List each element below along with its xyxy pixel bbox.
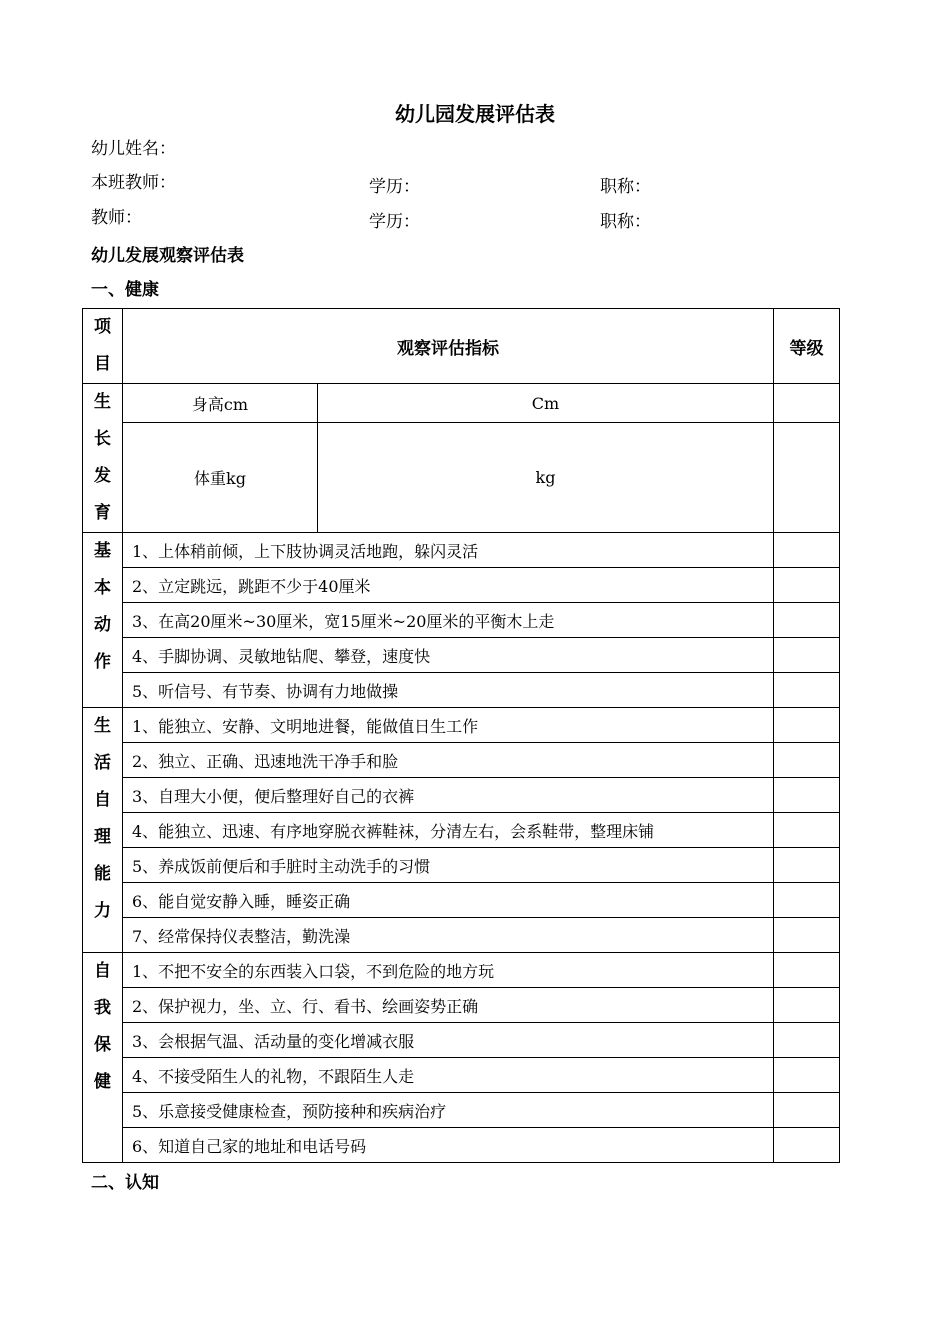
table-row: [83, 1128, 840, 1163]
indicator-item: 2、立定跳远，跳距不少于40厘米: [123, 568, 774, 603]
weight-value: kg: [318, 423, 774, 533]
table-row: [83, 743, 840, 778]
table-row: [83, 813, 840, 848]
health-evaluation-table: [82, 308, 840, 1163]
indicator-item: 4、不接受陌生人的礼物，不跟陌生人走: [123, 1058, 774, 1093]
category-growth: 生 长 发 育: [83, 384, 123, 533]
header-item: 项 目: [83, 309, 123, 384]
table-row: [83, 638, 840, 673]
class-teacher-education-label: 学历：: [369, 177, 420, 197]
indicator-item: 1、上体稍前倾，上下肢协调灵活地跑，躲闪灵活: [123, 533, 774, 568]
grade-cell[interactable]: [774, 384, 840, 423]
form-subtitle: 幼儿发展观察评估表: [91, 246, 244, 266]
height-value: Cm: [318, 384, 774, 423]
grade-cell[interactable]: [774, 603, 840, 638]
indicator-item: 6、知道自己家的地址和电话号码: [123, 1128, 774, 1163]
table-row: [83, 603, 840, 638]
table-row: [83, 1058, 840, 1093]
weight-label: 体重kg: [123, 423, 318, 533]
indicator-item: 6、能自觉安静入睡，睡姿正确: [123, 883, 774, 918]
grade-cell[interactable]: [774, 883, 840, 918]
grade-cell[interactable]: [774, 673, 840, 708]
section-heading-cognition: 二、认知: [91, 1173, 159, 1193]
grade-cell[interactable]: [774, 743, 840, 778]
indicator-item: 5、乐意接受健康检查，预防接种和疾病治疗: [123, 1093, 774, 1128]
grade-cell[interactable]: [774, 708, 840, 743]
table-row: [83, 568, 840, 603]
grade-cell[interactable]: [774, 423, 840, 533]
class-teacher-label: 本班教师：: [91, 173, 176, 193]
grade-cell[interactable]: [774, 1058, 840, 1093]
indicator-item: 2、独立、正确、迅速地洗干净手和脸: [123, 743, 774, 778]
grade-cell[interactable]: [774, 848, 840, 883]
grade-cell[interactable]: [774, 1128, 840, 1163]
table-row: [83, 384, 840, 423]
indicator-item: 1、不把不安全的东西装入口袋，不到危险的地方玩: [123, 953, 774, 988]
table-row: [83, 423, 840, 533]
grade-cell[interactable]: [774, 778, 840, 813]
indicator-item: 3、自理大小便，便后整理好自己的衣裤: [123, 778, 774, 813]
child-name-label: 幼儿姓名：: [91, 139, 176, 159]
table-row: [83, 708, 840, 743]
table-row: [83, 883, 840, 918]
table-row: [83, 953, 840, 988]
indicator-item: 1、能独立、安静、文明地进餐，能做值日生工作: [123, 708, 774, 743]
table-row: [83, 848, 840, 883]
indicator-item: 5、听信号、有节奏、协调有力地做操: [123, 673, 774, 708]
category-self-protection: 自 我 保 健: [83, 953, 123, 1163]
height-label: 身高cm: [123, 384, 318, 423]
grade-cell[interactable]: [774, 953, 840, 988]
grade-cell[interactable]: [774, 568, 840, 603]
teacher-label: 教师：: [91, 208, 142, 228]
teacher-job-title-label: 职称：: [600, 212, 651, 232]
grade-cell[interactable]: [774, 813, 840, 848]
indicator-item: 2、保护视力，坐、立、行、看书、绘画姿势正确: [123, 988, 774, 1023]
indicator-item: 3、在高20厘米~30厘米，宽15厘米~20厘米的平衡木上走: [123, 603, 774, 638]
table-row: [83, 988, 840, 1023]
indicator-item: 5、养成饭前便后和手脏时主动洗手的习惯: [123, 848, 774, 883]
table-row: [83, 918, 840, 953]
header-indicator: 观察评估指标: [123, 309, 774, 384]
grade-cell[interactable]: [774, 918, 840, 953]
grade-cell[interactable]: [774, 533, 840, 568]
table-row: [83, 778, 840, 813]
table-row: [83, 673, 840, 708]
page-title: 幼儿园发展评估表: [395, 102, 555, 126]
indicator-item: 4、手脚协调、灵敏地钻爬、攀登，速度快: [123, 638, 774, 673]
grade-cell[interactable]: [774, 638, 840, 673]
grade-cell[interactable]: [774, 988, 840, 1023]
table-row: [83, 1023, 840, 1058]
section-heading-health: 一、健康: [91, 280, 159, 300]
category-self-care: 生 活 自 理 能 力: [83, 708, 123, 953]
teacher-education-label: 学历：: [369, 212, 420, 232]
class-teacher-job-title-label: 职称：: [600, 177, 651, 197]
indicator-item: 7、经常保持仪表整洁，勤洗澡: [123, 918, 774, 953]
indicator-item: 3、会根据气温、活动量的变化增减衣服: [123, 1023, 774, 1058]
table-row: [83, 533, 840, 568]
indicator-item: 4、能独立、迅速、有序地穿脱衣裤鞋袜，分清左右，会系鞋带，整理床铺: [123, 813, 774, 848]
table-header-row: [83, 309, 840, 384]
category-basic-motion: 基 本 动 作: [83, 533, 123, 708]
grade-cell[interactable]: [774, 1093, 840, 1128]
table-row: [83, 1093, 840, 1128]
header-grade: 等级: [774, 309, 840, 384]
grade-cell[interactable]: [774, 1023, 840, 1058]
